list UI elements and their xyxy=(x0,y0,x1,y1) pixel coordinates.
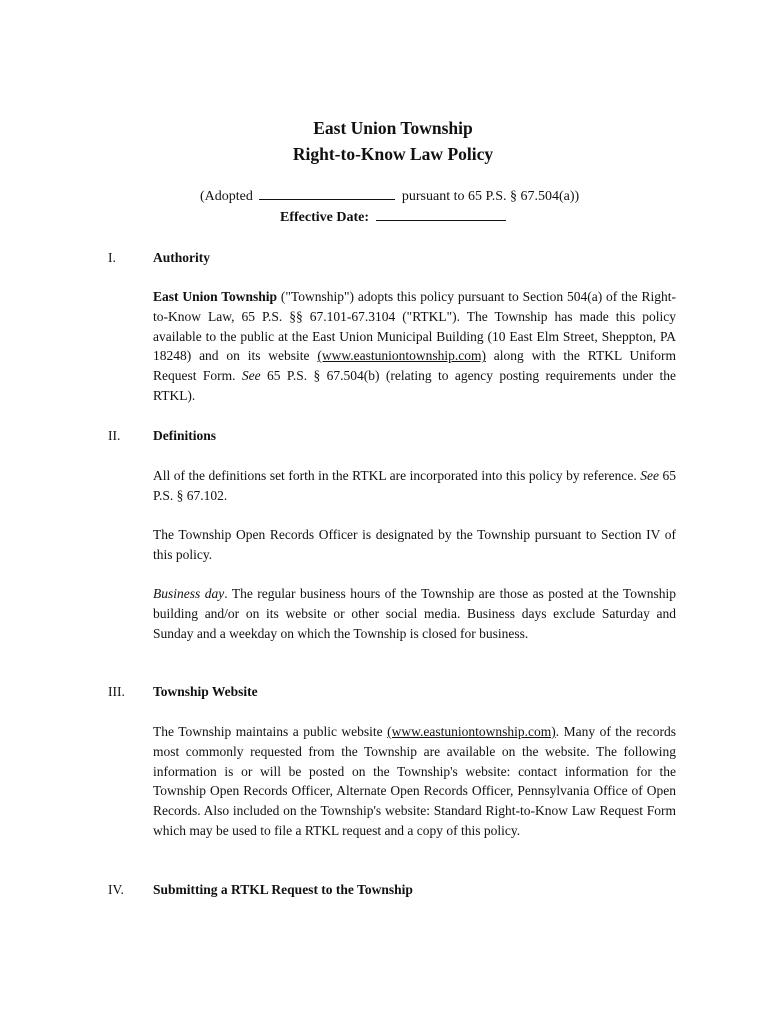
section-1-heading: Authority xyxy=(153,250,210,265)
section-3-heading: Township Website xyxy=(153,684,258,699)
website-link[interactable]: (www.eastuniontownship.com) xyxy=(387,724,556,739)
section-2-paragraph-2: The Township Open Records Officer is designated by the Township pursuant to Section IV of this policy. xyxy=(153,527,676,562)
section-2-paragraph-3: Business day. The regular business hours of the Township are those as posted at the Township building and/or on its website or other social media. Business days exclude Saturday and Sunday and a weekday on which the Township is closed for business. xyxy=(153,586,676,641)
document-subtitle: Right-to-Know Law Policy xyxy=(292,144,494,164)
adoption-line xyxy=(200,187,579,205)
section-1-numeral: I. xyxy=(108,250,116,265)
website-link[interactable]: (www.eastuniontownship.com) xyxy=(317,348,486,364)
effective-date-label: Effective Date: xyxy=(280,210,370,225)
section-2-paragraph-1: All of the definitions set forth in the RTKL are incorporated into this policy by reference. See 65 P.S. § 67.102. xyxy=(153,468,677,503)
section-2-heading: Definitions xyxy=(153,428,217,443)
adoption-suffix: pursuant to 65 P.S. § 67.504(a)) xyxy=(401,189,580,204)
effective-date-blank xyxy=(376,208,506,221)
effective-date-line xyxy=(280,208,509,226)
document-title: East Union Township xyxy=(313,118,473,138)
section-1-paragraph: East Union Township ("Township") adopts this policy pursuant to Section 504(a) of the Right- to-Know Law, 65 P.S. §§ 67.101-67.3104 ("RTKL"). The Township has made this policy available to the public at the East Union Municipal Building (10 East Elm Street, Sheppton, PA 18248) and on its website (www.eastuniontownship.com) along with the RTKL Uniform Request Form. See 65 P.S. § 67.504(b) (relating to agency posting requirements under the RTKL). xyxy=(153,289,676,403)
township-name: East Union Township xyxy=(153,289,278,304)
adoption-prefix: (Adopted xyxy=(200,189,253,204)
section-2-numeral: II. xyxy=(108,428,121,443)
section-4-numeral: IV. xyxy=(108,882,124,897)
section-3-numeral: III. xyxy=(108,684,125,699)
section-4-heading: Submitting a RTKL Request to the Township xyxy=(153,882,413,897)
adoption-date-blank xyxy=(259,187,395,200)
section-3-paragraph: The Township maintains a public website (www.eastuniontownship.com). Many of the records most commonly requested from the Township are available on the website. The following information is or will be posted on the Township's website: contact information for the Township Open Records Officer, Alternate Open Records Officer, Pennsylvania Office of Open Records. Also included on the Township's website: Standard Right-to-Know Law Request Form which may be used to file a RTKL request and a copy of this policy. xyxy=(153,724,676,838)
